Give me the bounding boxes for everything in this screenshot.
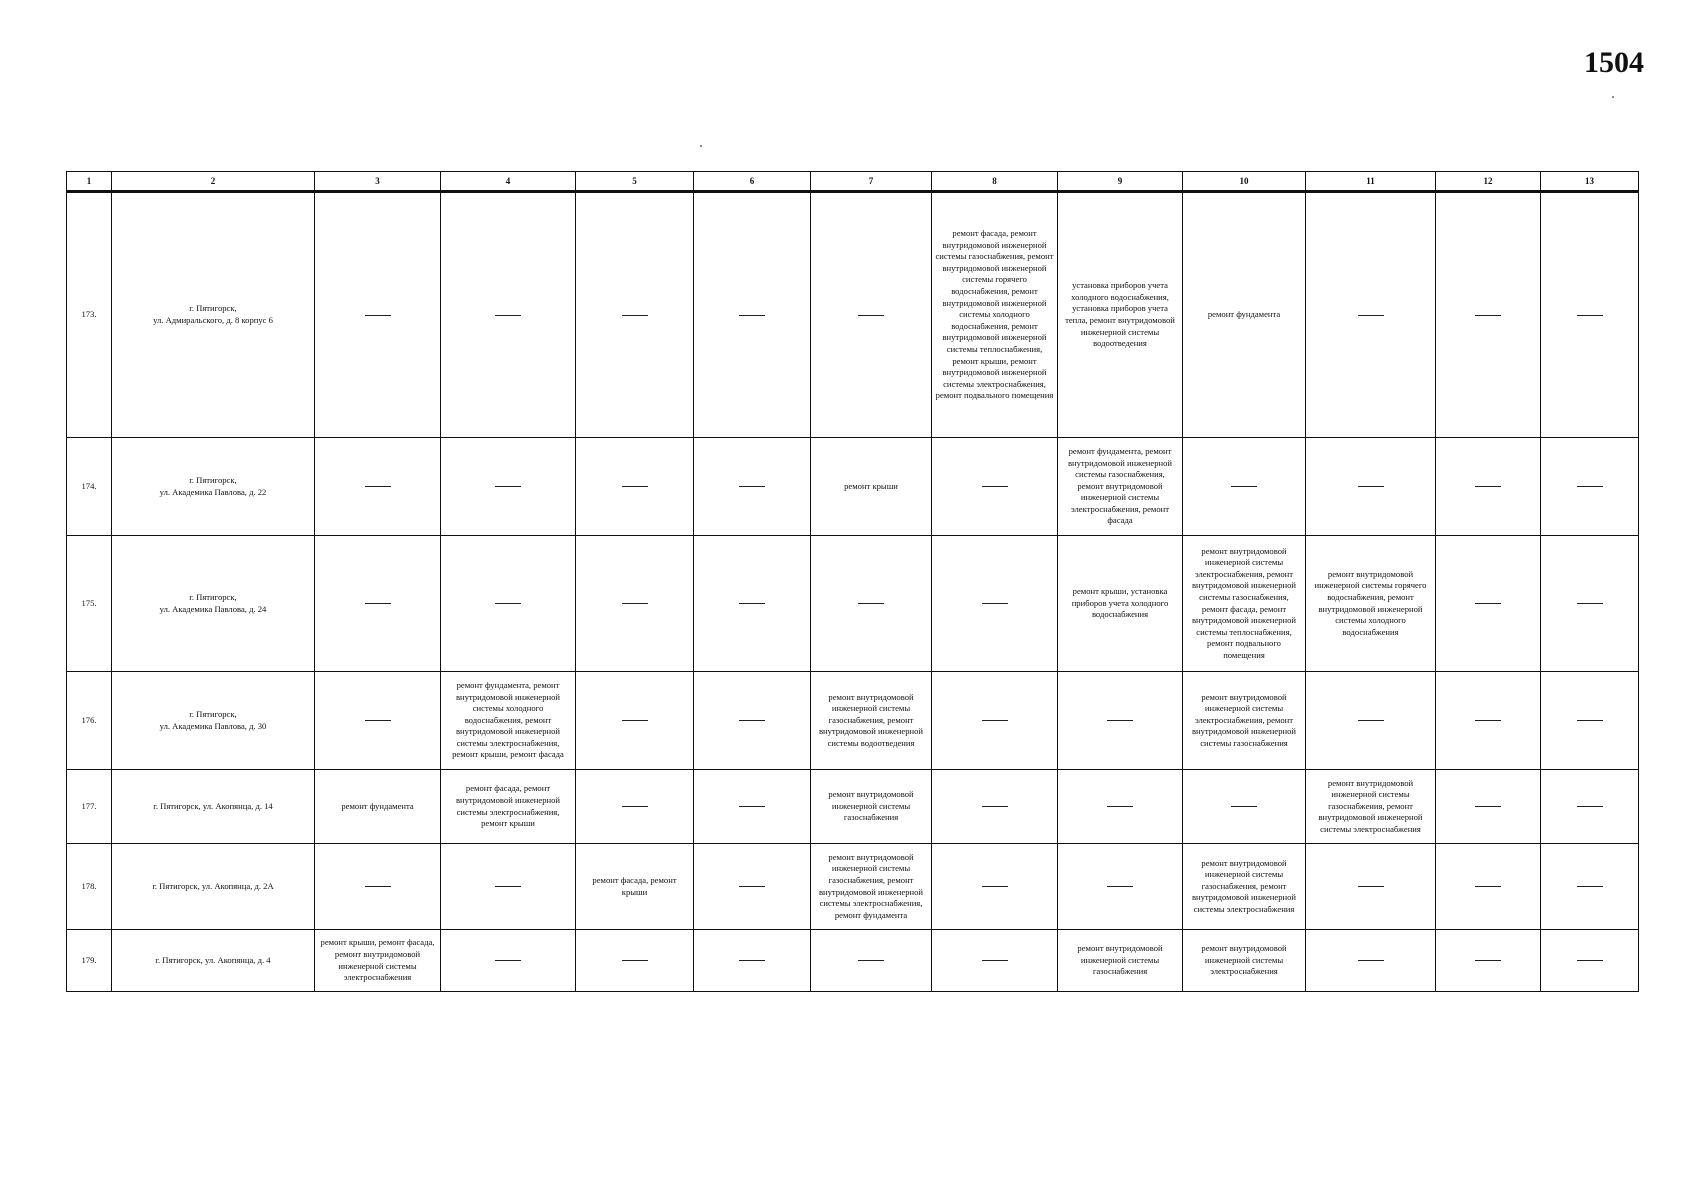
repair-work-cell [315, 930, 441, 992]
repair-work-cell [315, 770, 441, 844]
dash-mark [1577, 806, 1603, 807]
address-line: г. Пятигорск, ул. Акопянца, д. 4 [155, 954, 271, 965]
column-header: 5 [576, 172, 694, 192]
dash-mark [858, 315, 884, 316]
repair-work-text: ремонт внутридомовой инженерной системы электроснабжения, ремонт внутридомовой инженерной системы газоснабжения [1191, 691, 1297, 748]
repair-work-cell [1058, 438, 1183, 536]
repair-work-text: ремонт крыши, ремонт фасада, ремонт внутридомовой инженерной системы электроснабжения [320, 937, 435, 983]
dash-mark [495, 315, 521, 316]
table-row [67, 930, 1639, 992]
dash-mark [622, 315, 648, 316]
column-header: 2 [112, 172, 315, 192]
dash-mark [739, 960, 765, 961]
repair-work-cell [1058, 930, 1183, 992]
repair-work-cell [441, 672, 576, 770]
empty-cell [1541, 438, 1639, 536]
dash-mark [622, 603, 648, 604]
empty-cell [1058, 844, 1183, 930]
empty-cell [811, 536, 932, 672]
repair-work-text: ремонт фундамента [341, 800, 414, 811]
table-row [67, 770, 1639, 844]
repair-work-cell [1306, 770, 1436, 844]
dash-mark [1358, 720, 1384, 721]
empty-cell [1306, 438, 1436, 536]
table-body [67, 192, 1639, 992]
dash-mark [1577, 603, 1603, 604]
dash-mark [622, 806, 648, 807]
repair-work-cell [811, 844, 932, 930]
repair-work-cell [1183, 536, 1306, 672]
empty-cell [576, 672, 694, 770]
dash-mark [1577, 315, 1603, 316]
dash-mark [982, 603, 1008, 604]
dash-mark [1107, 886, 1133, 887]
address-line: г. Пятигорск, [189, 474, 237, 485]
table-row [67, 192, 1639, 438]
dash-mark [1475, 720, 1501, 721]
table-row [67, 844, 1639, 930]
column-header: 1 [67, 172, 112, 192]
repair-work-text: ремонт внутридомовой инженерной системы газоснабжения, ремонт внутридомовой инженерной системы электроснабжения [1191, 857, 1297, 914]
dash-mark [982, 720, 1008, 721]
empty-cell [1306, 672, 1436, 770]
table-row [67, 672, 1639, 770]
repair-work-text: ремонт крыши [844, 480, 898, 491]
dash-mark [739, 603, 765, 604]
empty-cell [1541, 672, 1639, 770]
empty-cell [441, 844, 576, 930]
repair-work-text: ремонт внутридомовой инженерной системы газоснабжения, ремонт внутридомовой инженерной системы электроснабжения, ремонт фундамента [818, 851, 924, 920]
empty-cell [315, 844, 441, 930]
empty-cell [576, 438, 694, 536]
repair-work-text: ремонт фундамента, ремонт внутридомовой инженерной системы холодного водоснабжения, ремонт внутридомовой инженерной системы электроснабжения, ремонт крыши, ремонт фасада [452, 679, 564, 760]
empty-cell [441, 930, 576, 992]
address-line: г. Пятигорск, ул. Акопянца, д. 2А [152, 880, 274, 891]
dash-mark [495, 486, 521, 487]
dash-mark [1358, 486, 1384, 487]
empty-cell [576, 770, 694, 844]
empty-cell [1436, 536, 1541, 672]
table-row [67, 438, 1639, 536]
column-header: 4 [441, 172, 576, 192]
address-line: г. Пятигорск, [189, 591, 237, 602]
repair-work-text: ремонт фасада, ремонт крыши [592, 874, 677, 897]
empty-cell [1541, 844, 1639, 930]
dash-mark [1577, 960, 1603, 961]
empty-cell [441, 192, 576, 438]
column-header: 12 [1436, 172, 1541, 192]
empty-cell [1436, 844, 1541, 930]
empty-cell [811, 192, 932, 438]
address-line: ул. Адмиральского, д. 8 корпус 6 [153, 315, 273, 325]
empty-cell [315, 672, 441, 770]
empty-cell [1306, 930, 1436, 992]
dash-mark [495, 886, 521, 887]
empty-cell [1306, 192, 1436, 438]
empty-cell [694, 844, 811, 930]
address-cell [112, 770, 315, 844]
empty-cell [811, 930, 932, 992]
repair-work-cell [1183, 192, 1306, 438]
capital-repair-table [66, 171, 1639, 992]
dash-mark [1475, 486, 1501, 487]
row-number: 173. [67, 192, 112, 438]
repair-work-cell [1058, 192, 1183, 438]
dash-mark [1107, 720, 1133, 721]
empty-cell [932, 844, 1058, 930]
empty-cell [1436, 770, 1541, 844]
address-line: ул. Академика Павлова, д. 22 [159, 486, 267, 497]
empty-cell [1058, 672, 1183, 770]
dash-mark [1475, 603, 1501, 604]
address-line: ул. Академика Павлова, д. 24 [159, 603, 267, 614]
repair-work-text: ремонт фасада, ремонт внутридомовой инженерной системы газоснабжения, ремонт внутридомовой инженерной системы горячего водоснабжения, ремонт внутридомовой инженерной системы холодного водоснабжения, ремонт внутридомовой инженерной системы теплоснабжения, ремонт крыши, ремонт внутридомовой инженерной системы электроснабжения, ремонт подвального помещения [935, 228, 1054, 401]
dash-mark [622, 960, 648, 961]
empty-cell [932, 930, 1058, 992]
dash-mark [1358, 886, 1384, 887]
repair-work-text: ремонт внутридомовой инженерной системы газоснабжения, ремонт внутридомовой инженерной системы электроснабжения [1318, 777, 1423, 834]
empty-cell [1541, 536, 1639, 672]
column-header: 9 [1058, 172, 1183, 192]
repair-work-cell [811, 438, 932, 536]
dash-mark [1107, 806, 1133, 807]
empty-cell [576, 930, 694, 992]
dash-mark [1475, 806, 1501, 807]
column-header: 7 [811, 172, 932, 192]
empty-cell [315, 192, 441, 438]
dash-mark [1231, 486, 1257, 487]
repair-work-text: ремонт крыши, установка приборов учета холодного водоснабжения [1071, 586, 1169, 620]
empty-cell [441, 438, 576, 536]
column-header: 6 [694, 172, 811, 192]
repair-work-cell [1058, 536, 1183, 672]
table-row [67, 536, 1639, 672]
empty-cell [441, 536, 576, 672]
repair-work-cell [1183, 672, 1306, 770]
repair-work-text: ремонт внутридомовой инженерной системы газоснабжения [1077, 943, 1163, 977]
empty-cell [576, 536, 694, 672]
empty-cell [932, 536, 1058, 672]
page-number: 1504 [1584, 46, 1644, 79]
address-cell [112, 536, 315, 672]
empty-cell [1436, 930, 1541, 992]
empty-cell [1541, 930, 1639, 992]
row-number: 175. [67, 536, 112, 672]
dash-mark [1577, 886, 1603, 887]
empty-cell [694, 192, 811, 438]
empty-cell [694, 930, 811, 992]
row-number: 177. [67, 770, 112, 844]
repair-work-text: ремонт внутридомовой инженерной системы газоснабжения [828, 789, 914, 823]
dash-mark [1475, 886, 1501, 887]
dash-mark [982, 486, 1008, 487]
empty-cell [1436, 672, 1541, 770]
empty-cell [1183, 770, 1306, 844]
repair-work-text: ремонт фундамента [1207, 309, 1281, 320]
repair-work-cell [932, 192, 1058, 438]
empty-cell [932, 672, 1058, 770]
dash-mark [1577, 486, 1603, 487]
dash-mark [365, 603, 391, 604]
dash-mark [365, 886, 391, 887]
row-number: 174. [67, 438, 112, 536]
repair-work-text: ремонт фундамента, ремонт внутридомовой инженерной системы газоснабжения, ремонт внутридомовой инженерной системы электроснабжения, ремонт фасада [1067, 445, 1173, 526]
dash-mark [365, 315, 391, 316]
dash-mark [1475, 315, 1501, 316]
repair-work-cell [441, 770, 576, 844]
empty-cell [932, 770, 1058, 844]
repair-work-cell [1183, 930, 1306, 992]
dash-mark [739, 315, 765, 316]
empty-cell [1541, 192, 1639, 438]
dash-mark [495, 960, 521, 961]
scan-speck [1612, 96, 1614, 98]
repair-work-cell [811, 770, 932, 844]
dash-mark [622, 720, 648, 721]
empty-cell [1436, 438, 1541, 536]
dash-mark [365, 486, 391, 487]
repair-work-text: ремонт внутридомовой инженерной системы газоснабжения, ремонт внутридомовой инженерной системы водоотведения [818, 691, 924, 748]
address-line: г. Пятигорск, [189, 708, 237, 719]
empty-cell [1436, 192, 1541, 438]
dash-mark [858, 603, 884, 604]
empty-cell [1058, 770, 1183, 844]
dash-mark [739, 720, 765, 721]
repair-work-text: ремонт фасада, ремонт внутридомовой инженерной системы электроснабжения, ремонт крыши [455, 783, 561, 829]
row-number: 176. [67, 672, 112, 770]
dash-mark [982, 886, 1008, 887]
address-cell [112, 930, 315, 992]
dash-mark [982, 806, 1008, 807]
repair-work-text: ремонт внутридомовой инженерной системы горячего водоснабжения, ремонт внутридомовой инженерной системы холодного водоснабжения [1314, 568, 1427, 637]
repair-work-cell [811, 672, 932, 770]
scan-speck [700, 145, 702, 147]
row-number: 179. [67, 930, 112, 992]
empty-cell [694, 770, 811, 844]
empty-cell [576, 192, 694, 438]
repair-work-text: установка приборов учета холодного водоснабжения, установка приборов учета тепла, ремонт внутридомовой инженерной системы водоотведения [1065, 280, 1175, 349]
dash-mark [622, 486, 648, 487]
dash-mark [858, 960, 884, 961]
dash-mark [1358, 960, 1384, 961]
empty-cell [315, 536, 441, 672]
repair-work-cell [1183, 844, 1306, 930]
empty-cell [1183, 438, 1306, 536]
address-cell [112, 844, 315, 930]
column-header: 13 [1541, 172, 1639, 192]
repair-work-text: ремонт внутридомовой инженерной системы электроснабжения [1201, 943, 1287, 977]
repair-work-cell [576, 844, 694, 930]
empty-cell [1541, 770, 1639, 844]
column-number-row [67, 172, 1639, 192]
dash-mark [739, 886, 765, 887]
dash-mark [495, 603, 521, 604]
address-cell [112, 672, 315, 770]
column-header: 8 [932, 172, 1058, 192]
address-cell [112, 438, 315, 536]
dash-mark [1577, 720, 1603, 721]
address-line: ул. Академика Павлова, д. 30 [159, 720, 267, 731]
dash-mark [982, 960, 1008, 961]
column-header: 11 [1306, 172, 1436, 192]
address-line: г. Пятигорск, [189, 303, 237, 314]
empty-cell [694, 672, 811, 770]
dash-mark [739, 806, 765, 807]
dash-mark [739, 486, 765, 487]
empty-cell [1306, 844, 1436, 930]
column-header: 3 [315, 172, 441, 192]
column-header: 10 [1183, 172, 1306, 192]
empty-cell [694, 438, 811, 536]
empty-cell [315, 438, 441, 536]
row-number: 178. [67, 844, 112, 930]
dash-mark [1475, 960, 1501, 961]
empty-cell [694, 536, 811, 672]
dash-mark [1358, 315, 1384, 316]
empty-cell [932, 438, 1058, 536]
repair-work-cell [1306, 536, 1436, 672]
address-cell [112, 192, 315, 438]
dash-mark [1231, 806, 1257, 807]
dash-mark [365, 720, 391, 721]
repair-work-text: ремонт внутридомовой инженерной системы электроснабжения, ремонт внутридомовой инженерной системы газоснабжения, ремонт фасада, ремонт внутридомовой инженерной системы теплоснабжения, ремонт подвального помещения [1191, 545, 1297, 660]
address-line: г. Пятигорск, ул. Акопянца, д. 14 [153, 800, 273, 811]
